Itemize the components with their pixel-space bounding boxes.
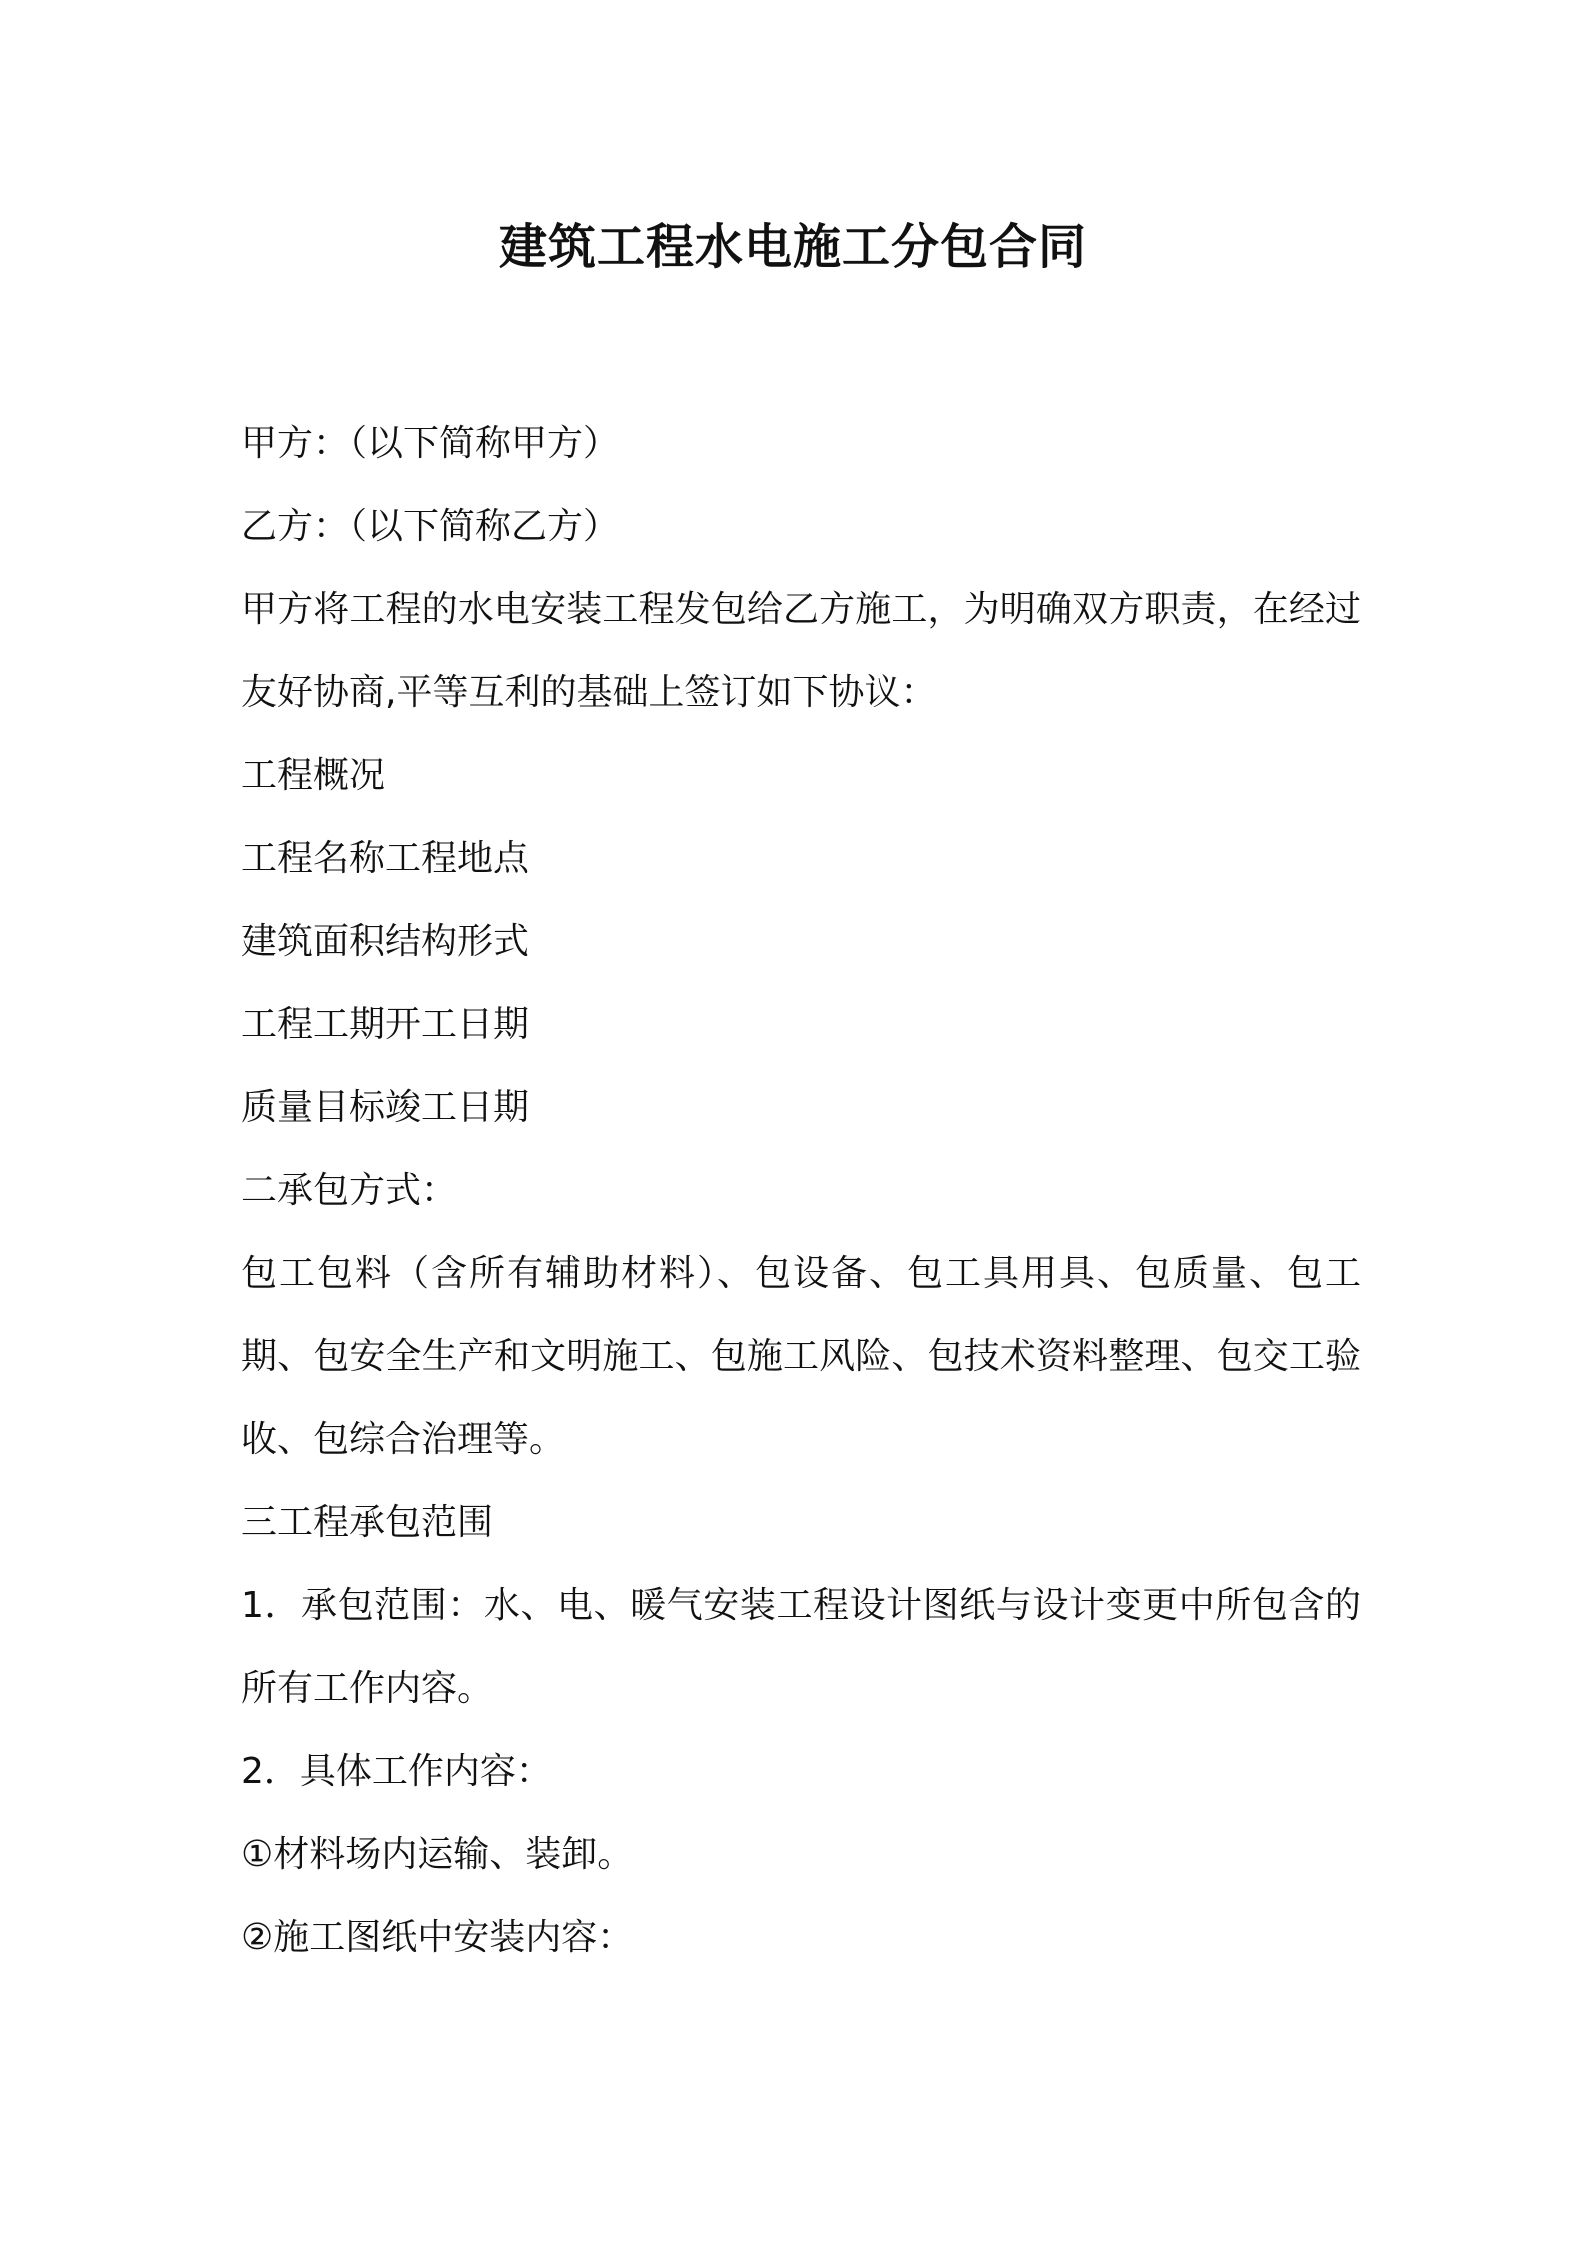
scope-item-2: 2．具体工作内容： [241, 1751, 552, 1792]
section-heading-scope: 三工程承包范围 [241, 1502, 494, 1543]
document-title: 建筑工程水电施工分包合同 [498, 219, 1087, 275]
scope-item-1: 1．承包范围：水、电、暖气安装工程设计图纸与设计变更中所包含的所有工作内容。 [241, 1585, 1361, 1709]
field-duration-start-date: 工程工期开工日期 [241, 1004, 530, 1045]
work-item-1: ①材料场内运输、装卸。 [241, 1834, 634, 1875]
party-b-line: 乙方：（以下简称乙方） [241, 506, 620, 547]
section-heading-overview: 工程概况 [241, 755, 386, 796]
field-quality-completion-date: 质量目标竣工日期 [241, 1087, 530, 1128]
field-area-structure: 建筑面积结构形式 [241, 921, 530, 962]
preamble-paragraph: 甲方将工程的水电安装工程发包给乙方施工，为明确双方职责，在经过友好协商,平等互利的基础上签订如下协议： [241, 589, 1361, 713]
party-a-line: 甲方：（以下简称甲方） [241, 423, 620, 464]
section-heading-contract-method: 二承包方式： [241, 1170, 458, 1211]
contract-method-paragraph: 包工包料（含所有辅助材料）、包设备、包工具用具、包质量、包工期、包安全生产和文明施工、包施工风险、包技术资料整理、包交工验收、包综合治理等。 [241, 1253, 1361, 1460]
field-project-name-location: 工程名称工程地点 [241, 838, 530, 879]
document-body [241, 402, 1361, 1979]
work-item-2: ②施工图纸中安装内容： [241, 1917, 634, 1958]
